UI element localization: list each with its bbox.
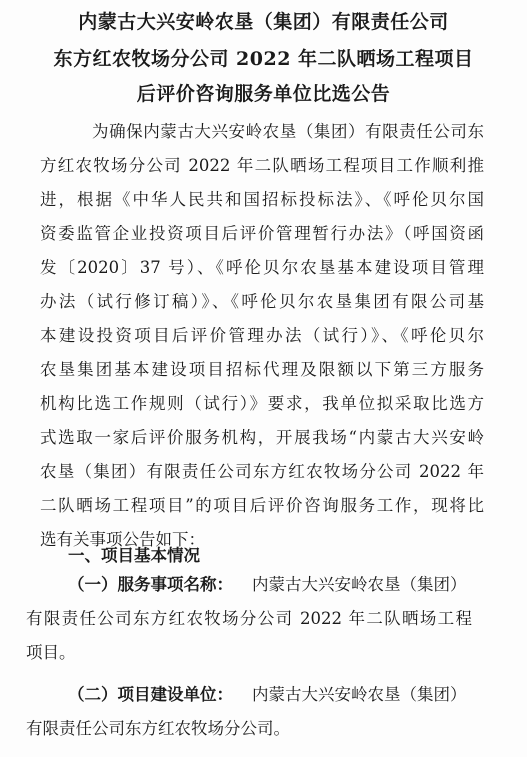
item-1-text-line-3: 项目。 — [26, 643, 76, 662]
item-1-label: （一）服务事项名称： — [68, 575, 233, 594]
intro-line-10: 式选取一家后评价服务机构，开展我场“内蒙古大兴安岭 — [40, 428, 484, 447]
title-line-3: 后评价咨询服务单位比选公告 — [136, 83, 391, 105]
intro-line-4: 资委监管企业投资项目后评价管理暂行办法》（呼国资函 — [40, 224, 484, 243]
intro-line-1: 为确保内蒙古大兴安岭农垦（集团）有限责任公司东 — [92, 122, 484, 141]
item-2-text-line-1: 内蒙古大兴安岭农垦（集团） — [252, 685, 467, 704]
title-line-1: 内蒙古大兴安岭农垦（集团）有限责任公司 — [78, 11, 449, 33]
item-1-text-line-1: 内蒙古大兴安岭农垦（集团） — [252, 575, 467, 594]
item-2-label: （二）项目建设单位： — [68, 685, 233, 704]
intro-line-11: 农垦（集团）有限责任公司东方红农牧场分公司 2022 年 — [40, 462, 484, 481]
item-2-text-line-2: 有限责任公司东方红农牧场分公司。 — [26, 719, 290, 738]
intro-line-9: 机构比选工作规则（试行）》要求，我单位拟采取比选方 — [40, 394, 484, 413]
intro-line-6: 办法（试行修订稿）》、《呼伦贝尔农垦集团有限公司基 — [40, 292, 484, 311]
intro-line-12: 二队晒场工程项目”的项目后评价咨询服务工作，现将比 — [40, 496, 484, 515]
intro-line-3: 进，根据《中华人民共和国招标投标法》、《呼伦贝尔国 — [40, 190, 484, 209]
intro-line-13: 选有关事项公告如下： — [40, 530, 205, 549]
section-heading-1: 一、项目基本情况 — [68, 546, 200, 565]
intro-line-2: 方红农牧场分公司 2022 年二队晒场工程项目工作顺利推 — [40, 156, 484, 175]
intro-line-7: 本建设投资项目后评价管理办法（试行）》、《呼伦贝尔 — [40, 326, 484, 345]
title-line-2: 东方红农牧场分公司 2022 年二队晒场工程项目 — [53, 48, 474, 70]
intro-line-5: 发〔2020〕37 号）、《呼伦贝尔农垦基本建设项目管理 — [40, 258, 484, 277]
intro-line-8: 农垦集团基本建设项目招标代理及限额以下第三方服务 — [40, 360, 484, 379]
item-1-text-line-2: 有限责任公司东方红农牧场分公司 2022 年二队晒场工程 — [26, 609, 472, 628]
